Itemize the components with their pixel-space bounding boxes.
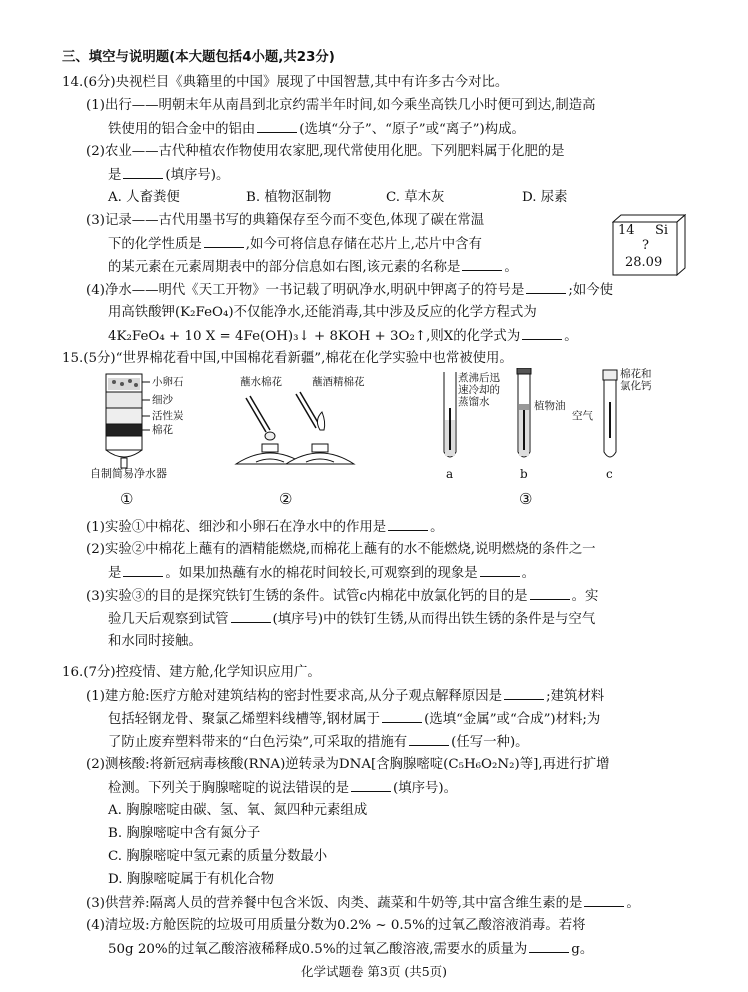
- section-title: 三、填空与说明题(本大题包括4小题,共23分): [62, 50, 335, 65]
- q16-p1-text-2: 包括轻钢龙骨、聚氯乙烯塑料线槽等,钢材属于: [108, 712, 381, 727]
- fig1-label-pebbles: 小卵石: [152, 376, 184, 388]
- q16-p1-text: (1)建方舱:医疗方舱对建筑结构的密封性要求高,从分子观点解释原因是: [86, 689, 503, 704]
- q16-answer-blank-1[interactable]: [504, 687, 544, 700]
- q14-p4-line2: 用高铁酸钾(K₂FeO₄)不仅能净水,还能消毒,其中涉及反应的化学方程式为: [108, 305, 537, 320]
- periodic-table-card: [612, 214, 686, 276]
- q16-p1-text-3: 了防止废弃塑料带来的“白色污染”,可采取的措施有: [108, 735, 408, 750]
- q15-p3-text-post: 。实: [571, 589, 599, 604]
- q16-option-c: C. 胸腺嘧啶中氢元素的质量分数最小: [108, 849, 328, 864]
- q16-p1-text-2-post: (选填“金属”或“合成”)材料;为: [424, 712, 601, 727]
- q15-answer-blank-4[interactable]: [530, 587, 570, 600]
- q15-p2-line1: (2)实验②中棉花上蘸有的酒精能燃烧,而棉花上蘸有的水不能燃烧,说明燃烧的条件之一: [86, 542, 596, 557]
- q14-p3-text-post: 。: [504, 260, 518, 275]
- q14-p1-line2: [108, 120, 525, 139]
- q16-answer-blank-2[interactable]: [382, 710, 422, 723]
- q14-intro: 14.(6分)央视栏目《典籍里的中国》展现了中国智慧,其中有许多古今对比。: [62, 75, 509, 90]
- q14-p2-line1: (2)农业——古代种植农作物使用农家肥,现代常使用化肥。下列肥料属于化肥的是: [86, 144, 565, 159]
- fig3-label-air: 空气: [572, 410, 593, 422]
- q16-answer-blank-4[interactable]: [351, 779, 391, 792]
- q14-p3-text-2: 的某元素在元素周期表中的部分信息如右图,该元素的名称是: [108, 260, 461, 275]
- q14-p2-text: 是: [108, 168, 122, 183]
- q16-answer-blank-6[interactable]: [529, 940, 569, 953]
- q15-p2-text-post: 。: [521, 566, 536, 581]
- card-symbol: Si: [655, 223, 669, 238]
- q14-answer-blank-2[interactable]: [123, 166, 163, 179]
- q16-p4-line2: [108, 940, 593, 959]
- q14-p4-equation: 4K₂FeO₄ + 10 X = 4Fe(OH)₃↓ + 8KOH + 3O₂↑,则X的化学式为: [108, 329, 521, 344]
- q15-answer-blank-3[interactable]: [480, 564, 520, 577]
- q16-p2-line2: [108, 779, 457, 798]
- fig3-label-oil: 植物油: [534, 400, 566, 412]
- q15-p3-text-2: 验几天后观察到试管: [108, 612, 229, 627]
- q14-p2-line2: [108, 166, 229, 185]
- q16-p1-line2: [108, 710, 600, 729]
- q14-p4-text-post: ;如今使: [568, 283, 614, 298]
- figure-water-purifier: [90, 372, 220, 512]
- q15-p3-line1: [86, 587, 598, 606]
- q16-p4-line1: (4)清垃圾:方舱医院的垃圾可用质量分数为0.2% ~ 0.5%的过氧乙酸溶液消毒。若将: [86, 918, 586, 933]
- q16-p3-text: (3)供营养:隔离人员的营养餐中包含米饭、肉类、蔬菜和牛奶等,其中富含维生素的是: [86, 896, 583, 911]
- q14-p1-text: 铁使用的铝合金中的铝由: [108, 122, 256, 137]
- fig2-label-water-cotton: 蘸水棉花: [240, 376, 282, 388]
- q14-option-c: C. 草木灰: [386, 190, 445, 205]
- card-element-name: ?: [642, 238, 649, 253]
- q14-p1-line1: (1)出行——明朝末年从南昌到北京约需半年时间,如今乘坐高铁几小时便可到达,制造高: [86, 98, 596, 113]
- q14-p3-text-mid: ,如今可将信息存储在芯片上,芯片中含有: [245, 237, 482, 252]
- q16-p1-text-post: ;建筑材料: [546, 689, 605, 704]
- q14-option-b: B. 植物沤制物: [246, 190, 332, 205]
- card-atomic-number: 14: [618, 223, 635, 238]
- q14-answer-blank-3[interactable]: [204, 235, 244, 248]
- q14-p4-line3: [108, 327, 578, 346]
- fig1-label-carbon: 活性炭: [152, 410, 184, 422]
- q14-p3-line1: (3)记录——古代用墨书写的典籍保存至今而不变色,体现了碳在常温: [86, 213, 485, 228]
- q15-p2-text: 是: [108, 566, 122, 581]
- q14-p1-text-post: (选填“分子”、“原子”或“离子”)构成。: [299, 122, 525, 137]
- q14-p4-text-end: 。: [564, 329, 578, 344]
- q16-option-d: D. 胸腺嘧啶属于有机化合物: [108, 872, 275, 887]
- q15-p3-line2: [108, 610, 595, 629]
- q15-p3-line3: 和水同时接触。: [108, 634, 202, 649]
- q15-intro: 15.(5分)“世界棉花看中国,中国棉花看新疆”,棉花在化学实验中也常被使用。: [62, 351, 513, 366]
- figure-iron-rust-tubes: [428, 368, 688, 488]
- q16-answer-blank-3[interactable]: [409, 733, 449, 746]
- q14-answer-blank-6[interactable]: [522, 327, 562, 340]
- q16-p1-text-3-post: (任写一种)。: [451, 735, 529, 750]
- q16-p1-line1: [86, 687, 604, 706]
- q16-answer-blank-5[interactable]: [584, 894, 624, 907]
- q16-p2-line1: (2)测核酸:将新冠病毒核酸(RNA)逆转录为DNA[含胸腺嘧啶(C₅H₆O₂N₂)等],再进行扩增: [86, 757, 610, 772]
- q15-p2-text-mid: 。如果加热蘸有水的棉花时间较长,可观察到的现象是: [165, 566, 478, 581]
- q16-p2-text: 检测。下列关于胸腺嘧啶的说法错误的是: [108, 781, 350, 796]
- q16-p3-text-post: 。: [626, 896, 640, 911]
- q14-answer-blank-1[interactable]: [257, 120, 297, 133]
- figure-burning-cotton: [226, 372, 386, 492]
- q15-answer-blank-1[interactable]: [388, 518, 428, 531]
- q15-p1: [86, 518, 444, 537]
- q14-p4-line1: [86, 281, 613, 300]
- q14-answer-blank-4[interactable]: [462, 258, 502, 271]
- q16-p2-text-post: (填序号)。: [393, 781, 458, 796]
- q14-option-a: A. 人畜粪便: [108, 190, 180, 205]
- q15-answer-blank-2[interactable]: [123, 564, 163, 577]
- fig1-label-sand: 细沙: [152, 394, 173, 406]
- q14-p3-line2: [108, 235, 482, 254]
- q15-p3-text-2-post: (填序号)中的铁钉生锈,从而得出铁生锈的条件是与空气: [272, 612, 596, 627]
- q14-p3-text: 下的化学性质是: [108, 237, 202, 252]
- q16-option-b: B. 胸腺嘧啶中含有氮分子: [108, 826, 261, 841]
- fig1-number: ①: [120, 490, 134, 508]
- fig2-label-alcohol-cotton: 蘸酒精棉花: [312, 376, 365, 388]
- fig2-number: ②: [279, 490, 293, 508]
- q16-p1-line3: [108, 733, 529, 752]
- fig1-label-cotton: 棉花: [152, 424, 173, 436]
- fig3-label-cotton-calcium: 棉花和氯化钙: [620, 368, 652, 392]
- fig3-label-boiled-water: 煮沸后迅速冷却的蒸馏水: [458, 372, 500, 408]
- q14-p3-line3: [108, 258, 518, 277]
- q15-p1-text: (1)实验①中棉花、细沙和小卵石在净水中的作用是: [86, 520, 387, 535]
- q16-p3: [86, 894, 640, 913]
- fig3-tube-b: b: [520, 467, 528, 481]
- q15-p1-text-post: 。: [430, 520, 444, 535]
- card-atomic-mass: 28.09: [625, 255, 663, 270]
- page-footer: 化学试题卷 第3页 (共5页): [300, 964, 448, 979]
- q14-p2-text-post: (填序号)。: [165, 168, 230, 183]
- q16-option-a: A. 胸腺嘧啶由碳、氢、氧、氮四种元素组成: [108, 803, 368, 818]
- fig3-number: ③: [519, 490, 533, 508]
- q16-p4-text-post: g。: [571, 942, 594, 957]
- fig3-tube-a: a: [446, 467, 454, 481]
- q16-intro: 16.(7分)控疫情、建方舱,化学知识应用广。: [62, 665, 321, 680]
- q15-p2-line2: [108, 564, 535, 583]
- q14-option-d: D. 尿素: [522, 190, 568, 205]
- q16-p4-text: 50g 20%的过氧乙酸溶液稀释成0.5%的过氧乙酸溶液,需要水的质量为: [108, 942, 528, 957]
- q14-p4-text: (4)净水——明代《天工开物》一书记载了明矾净水,明矾中钾离子的符号是: [86, 283, 525, 298]
- fig1-caption: 自制简易净水器: [90, 467, 167, 480]
- q15-p3-text: (3)实验③的目的是探究铁钉生锈的条件。试管c内棉花中放氯化钙的目的是: [86, 589, 528, 604]
- fig3-tube-c: c: [606, 467, 613, 481]
- burning-cotton-drawing: [226, 372, 386, 482]
- q15-answer-blank-5[interactable]: [231, 610, 271, 623]
- q14-answer-blank-5[interactable]: [526, 281, 566, 294]
